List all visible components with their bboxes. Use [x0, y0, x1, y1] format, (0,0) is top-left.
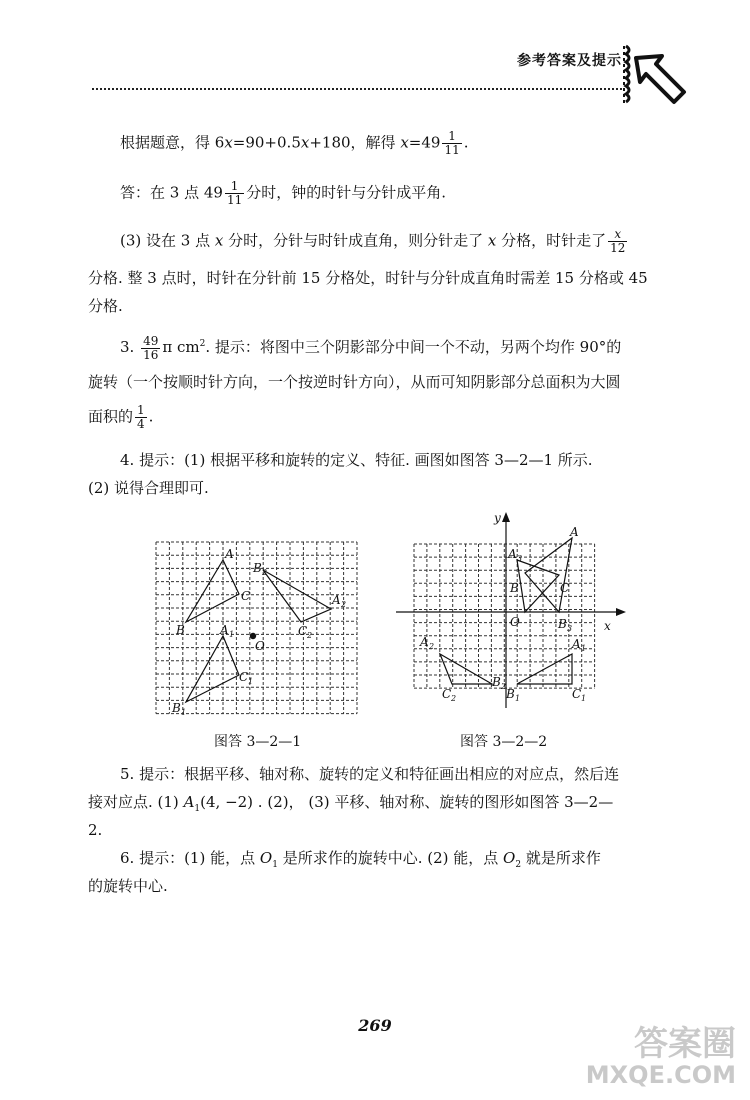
svg-text:3: 3 [567, 624, 573, 633]
text-line-11: 5. 提示：根据平移、轴对称、旋转的定义和特征画出相应的对应点，然后连 [120, 765, 620, 783]
watermark: 答案圈 MXQE.COM [585, 1024, 736, 1089]
svg-text:B: B [558, 617, 567, 631]
svg-text:B: B [506, 687, 515, 701]
svg-text:1: 1 [181, 708, 187, 717]
svg-text:B: B [253, 561, 262, 575]
svg-text:C: C [442, 687, 452, 701]
svg-text:B: B [510, 581, 519, 595]
text-line-4: 分格. 整 3 点时，时针在分针前 15 分格处，时针与分针成直角时需差 15 分格或 45 [88, 269, 648, 287]
svg-text:1: 1 [581, 644, 587, 653]
triangle-a2b2c2 [263, 570, 331, 622]
svg-text:B: B [172, 701, 181, 715]
figure-3-2-1 [150, 538, 370, 724]
svg-text:C: C [298, 624, 308, 638]
text-line-15: 的旋转中心. [88, 877, 168, 895]
svg-text:C: C [560, 581, 570, 595]
svg-text:A: A [572, 637, 581, 651]
svg-text:2: 2 [501, 682, 507, 691]
svg-text:A: A [420, 635, 429, 649]
triangle-abc [186, 560, 239, 622]
svg-text:2: 2 [307, 631, 313, 640]
arrow-icon [618, 40, 690, 110]
fraction: $\frac{x}{12}$ [610, 227, 626, 255]
header-title: 参考答案及提示 [517, 53, 622, 69]
figure-caption-2: 图答 3—2—2 [460, 734, 548, 750]
svg-text:O: O [255, 639, 265, 653]
svg-text:2: 2 [429, 642, 435, 651]
svg-text:1: 1 [229, 630, 235, 639]
triangle-abc [525, 538, 572, 612]
svg-text:3: 3 [517, 554, 523, 563]
svg-text:y: y [494, 511, 501, 525]
svg-text:B: B [492, 675, 501, 689]
svg-text:2: 2 [451, 694, 457, 703]
text-line-2: 答：在 3 点 49 $\frac{1}{11}$ 分时，钟的时针与分针成平角. [120, 179, 446, 207]
text-line-5: 分格. [88, 297, 123, 315]
svg-text:1: 1 [581, 694, 587, 703]
svg-text:1: 1 [248, 677, 254, 686]
fraction: $\frac{1}{11}$ [444, 129, 460, 157]
figure-caption-1: 图答 3—2—1 [214, 734, 302, 750]
text-line-7: 旋转（一个按顺时针方向，一个按逆时针方向），从而可知阴影部分总面积为大圆 [88, 373, 621, 391]
text-line-9: 4. 提示：(1) 根据平移和旋转的定义、特征. 画图如图答 3—2—1 所示. [120, 451, 593, 469]
figure-3-2-2 [394, 508, 634, 712]
svg-text:A: A [225, 547, 234, 561]
fraction: $\frac{49}{16}$ [143, 333, 159, 362]
text-line-3: (3) 设在 3 点 x 分时，分针与时针成直角，则分针走了 x 分格，时针走了 $\frac{x}{12}$ [120, 227, 626, 255]
svg-text:O: O [510, 615, 520, 629]
svg-text:B: B [176, 623, 185, 637]
triangle-a1b1c1 [517, 654, 572, 684]
fraction: $\frac{1}{4}$ [137, 403, 145, 431]
svg-text:C: C [572, 687, 582, 701]
fraction: $\frac{1}{11}$ [226, 179, 243, 207]
svg-text:A: A [508, 547, 517, 561]
svg-text:x: x [604, 619, 611, 633]
text-line-6: 3. $\frac{49}{16}$ π $cm^2$. 提示：将图中三个阴影部分中间一个不动，另两个均作 90°的 [120, 333, 622, 362]
svg-text:A: A [570, 525, 579, 539]
text-line-10: (2) 说得合理即可. [88, 479, 209, 497]
svg-text:C: C [241, 589, 251, 603]
page-number: 269 [358, 1016, 392, 1035]
svg-text:C: C [239, 670, 249, 684]
svg-text:2: 2 [262, 568, 268, 577]
text-line-12: 接对应点. (1) $A_1(4$, −2) . (2)， (3) 平移、轴对称、旋转的图形如图答 3—2— [88, 793, 614, 814]
header-divider [92, 88, 622, 90]
svg-text:A: A [220, 623, 229, 637]
svg-text:2: 2 [341, 600, 347, 609]
text-line-14: 6. 提示：(1) 能，点 $O_1$ 是所求作的旋转中心. (2) 能，点 $O_2$ 就是所求作 [120, 849, 601, 870]
svg-text:1: 1 [515, 694, 521, 703]
text-line-8: 面积的 $\frac{1}{4}$ . [88, 403, 154, 431]
text-line-1: 根据题意，得 6x=90+0.5x+180，解得 x=49 $\frac{1}{11}$ . [120, 129, 469, 157]
triangle-a1b1c1 [186, 636, 239, 702]
svg-text:A: A [332, 593, 341, 607]
text-line-13: 2. [88, 821, 103, 839]
